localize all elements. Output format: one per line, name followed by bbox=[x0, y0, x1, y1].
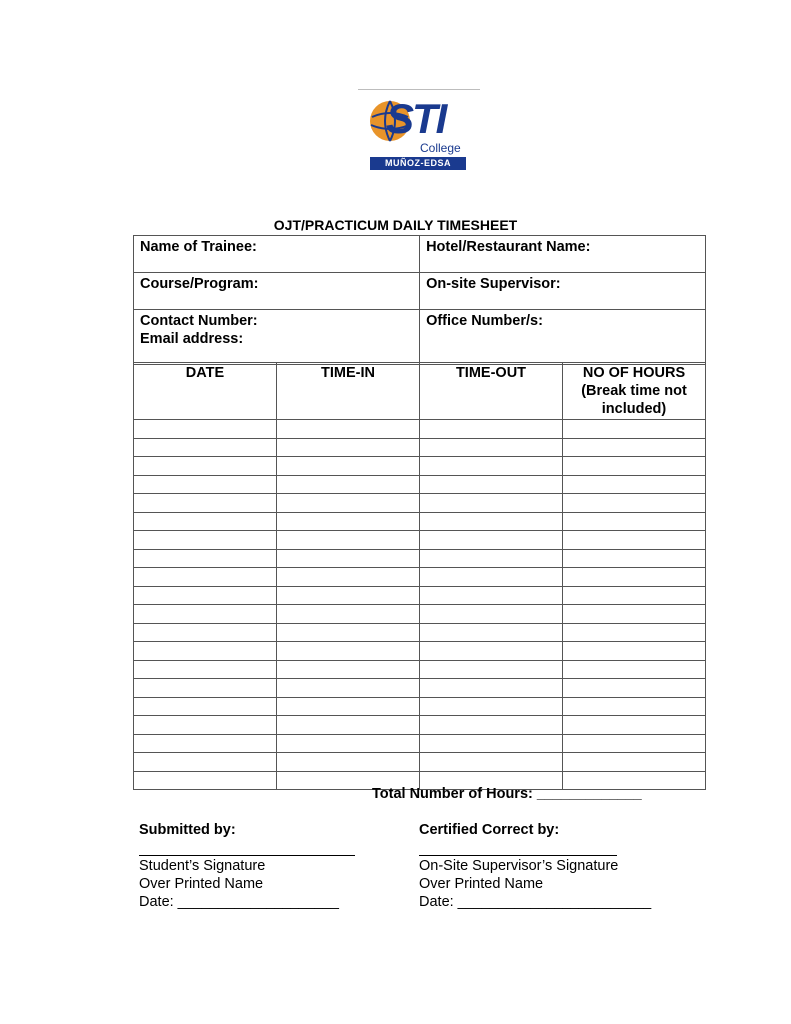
date-cell[interactable] bbox=[134, 457, 277, 476]
time-in-cell[interactable] bbox=[277, 475, 420, 494]
course-field[interactable] bbox=[134, 273, 420, 310]
time-out-cell[interactable] bbox=[420, 494, 563, 513]
supervisor-signature-label: On-Site Supervisor’s Signature bbox=[419, 858, 619, 874]
time-out-cell[interactable] bbox=[420, 568, 563, 587]
date-cell[interactable] bbox=[134, 531, 277, 550]
hours-cell[interactable] bbox=[563, 420, 706, 439]
time-out-cell[interactable] bbox=[420, 531, 563, 550]
hours-cell[interactable] bbox=[563, 697, 706, 716]
office-label: Office Number/s: bbox=[426, 313, 543, 329]
hours-cell[interactable] bbox=[563, 531, 706, 550]
date-cell[interactable] bbox=[134, 420, 277, 439]
date-cell[interactable] bbox=[134, 549, 277, 568]
student-signature-label: Student’s Signature bbox=[139, 858, 266, 874]
table-row bbox=[134, 642, 706, 661]
time-in-cell[interactable] bbox=[277, 679, 420, 698]
trainee-info-table bbox=[133, 235, 706, 365]
logo-branch: MUÑOZ-EDSA bbox=[370, 157, 466, 170]
hours-cell[interactable] bbox=[563, 605, 706, 624]
submitted-by-heading: Submitted by: bbox=[139, 822, 236, 838]
total-hours: Total Number of Hours: _____________ bbox=[372, 786, 642, 802]
table-row bbox=[134, 475, 706, 494]
time-in-cell[interactable] bbox=[277, 438, 420, 457]
table-row bbox=[134, 697, 706, 716]
time-out-cell[interactable] bbox=[420, 549, 563, 568]
hours-cell[interactable] bbox=[563, 753, 706, 772]
time-out-cell[interactable] bbox=[420, 697, 563, 716]
hours-cell[interactable] bbox=[563, 568, 706, 587]
supervisor-label: On-site Supervisor: bbox=[426, 276, 561, 292]
trainee-name-label: Name of Trainee: bbox=[140, 239, 257, 255]
date-cell[interactable] bbox=[134, 697, 277, 716]
time-out-cell[interactable] bbox=[420, 734, 563, 753]
student-signature-block bbox=[139, 857, 339, 911]
table-row bbox=[134, 494, 706, 513]
time-in-cell[interactable] bbox=[277, 734, 420, 753]
hours-cell[interactable] bbox=[563, 642, 706, 661]
hours-cell[interactable] bbox=[563, 475, 706, 494]
date-cell[interactable] bbox=[134, 642, 277, 661]
time-in-cell[interactable] bbox=[277, 697, 420, 716]
trainee-name-field[interactable] bbox=[134, 236, 420, 273]
time-in-cell[interactable] bbox=[277, 716, 420, 735]
date-cell[interactable] bbox=[134, 660, 277, 679]
sti-college-logo bbox=[366, 95, 468, 173]
table-row bbox=[134, 679, 706, 698]
time-in-cell[interactable] bbox=[277, 420, 420, 439]
supervisor-signature-line[interactable] bbox=[419, 855, 617, 856]
date-cell[interactable] bbox=[134, 734, 277, 753]
email-label: Email address: bbox=[140, 331, 244, 347]
table-row bbox=[134, 605, 706, 624]
certified-by-heading: Certified Correct by: bbox=[419, 822, 560, 838]
date-cell[interactable] bbox=[134, 475, 277, 494]
time-out-cell[interactable] bbox=[420, 475, 563, 494]
table-row bbox=[134, 623, 706, 642]
hours-cell[interactable] bbox=[563, 457, 706, 476]
supervisor-field[interactable] bbox=[420, 273, 706, 310]
contact-field[interactable] bbox=[134, 310, 420, 365]
time-in-cell[interactable] bbox=[277, 753, 420, 772]
table-row bbox=[134, 734, 706, 753]
time-in-cell[interactable] bbox=[277, 549, 420, 568]
time-in-cell[interactable] bbox=[277, 568, 420, 587]
logo-brand: STI bbox=[386, 95, 446, 142]
time-out-cell[interactable] bbox=[420, 438, 563, 457]
time-out-cell[interactable] bbox=[420, 586, 563, 605]
time-in-cell[interactable] bbox=[277, 512, 420, 531]
time-out-cell[interactable] bbox=[420, 679, 563, 698]
date-cell[interactable] bbox=[134, 438, 277, 457]
contact-label: Contact Number: bbox=[140, 313, 258, 329]
table-row bbox=[134, 568, 706, 587]
hours-cell[interactable] bbox=[563, 512, 706, 531]
hours-cell[interactable] bbox=[563, 660, 706, 679]
date-cell[interactable] bbox=[134, 605, 277, 624]
table-row bbox=[134, 549, 706, 568]
date-column-header: DATE bbox=[134, 363, 277, 420]
time-in-cell[interactable] bbox=[277, 605, 420, 624]
hours-cell[interactable] bbox=[563, 623, 706, 642]
time-in-cell[interactable] bbox=[277, 623, 420, 642]
hours-cell[interactable] bbox=[563, 734, 706, 753]
time-in-cell[interactable] bbox=[277, 660, 420, 679]
header-rule bbox=[358, 89, 480, 90]
date-cell[interactable] bbox=[134, 586, 277, 605]
time-out-cell[interactable] bbox=[420, 457, 563, 476]
date-cell[interactable] bbox=[134, 771, 277, 790]
logo-subtitle: College bbox=[420, 141, 461, 155]
time-in-cell[interactable] bbox=[277, 457, 420, 476]
time-in-cell[interactable] bbox=[277, 642, 420, 661]
time-in-cell[interactable] bbox=[277, 494, 420, 513]
hours-cell[interactable] bbox=[563, 549, 706, 568]
time-in-cell[interactable] bbox=[277, 586, 420, 605]
course-label: Course/Program: bbox=[140, 276, 259, 292]
table-row bbox=[134, 438, 706, 457]
date-cell[interactable] bbox=[134, 568, 277, 587]
date-cell[interactable] bbox=[134, 494, 277, 513]
table-row bbox=[134, 716, 706, 735]
student-date-field[interactable]: Date: ____________________ bbox=[139, 894, 339, 910]
table-row bbox=[134, 512, 706, 531]
time-out-cell[interactable] bbox=[420, 642, 563, 661]
hotel-name-field[interactable] bbox=[420, 236, 706, 273]
hours-column-header: NO OF HOURS (Break time not included) bbox=[563, 363, 706, 420]
table-row bbox=[134, 420, 706, 439]
supervisor-signature-block bbox=[419, 857, 651, 911]
table-row bbox=[134, 753, 706, 772]
page-title: OJT/PRACTICUM DAILY TIMESHEET bbox=[273, 217, 518, 233]
time-out-column-header: TIME-OUT bbox=[420, 363, 563, 420]
hours-cell[interactable] bbox=[563, 716, 706, 735]
time-in-cell[interactable] bbox=[277, 531, 420, 550]
hours-cell[interactable] bbox=[563, 679, 706, 698]
time-in-column-header: TIME-IN bbox=[277, 363, 420, 420]
hours-cell[interactable] bbox=[563, 494, 706, 513]
office-field[interactable] bbox=[420, 310, 706, 365]
date-cell[interactable] bbox=[134, 753, 277, 772]
date-cell[interactable] bbox=[134, 512, 277, 531]
hotel-name-label: Hotel/Restaurant Name: bbox=[426, 239, 591, 255]
time-out-cell[interactable] bbox=[420, 623, 563, 642]
supervisor-printed-name-label: Over Printed Name bbox=[419, 876, 544, 892]
table-row bbox=[134, 457, 706, 476]
hours-cell[interactable] bbox=[563, 586, 706, 605]
date-cell[interactable] bbox=[134, 679, 277, 698]
student-signature-line[interactable] bbox=[139, 855, 355, 856]
time-out-cell[interactable] bbox=[420, 420, 563, 439]
time-out-cell[interactable] bbox=[420, 512, 563, 531]
student-printed-name-label: Over Printed Name bbox=[139, 876, 264, 892]
table-row bbox=[134, 660, 706, 679]
table-row bbox=[134, 531, 706, 550]
date-cell[interactable] bbox=[134, 716, 277, 735]
hours-cell[interactable] bbox=[563, 438, 706, 457]
time-out-cell[interactable] bbox=[420, 753, 563, 772]
date-cell[interactable] bbox=[134, 623, 277, 642]
supervisor-date-field[interactable]: Date: ________________________ bbox=[419, 894, 652, 910]
timesheet-log-table bbox=[133, 362, 706, 790]
time-out-cell[interactable] bbox=[420, 605, 563, 624]
table-row bbox=[134, 586, 706, 605]
time-out-cell[interactable] bbox=[420, 716, 563, 735]
time-out-cell[interactable] bbox=[420, 660, 563, 679]
